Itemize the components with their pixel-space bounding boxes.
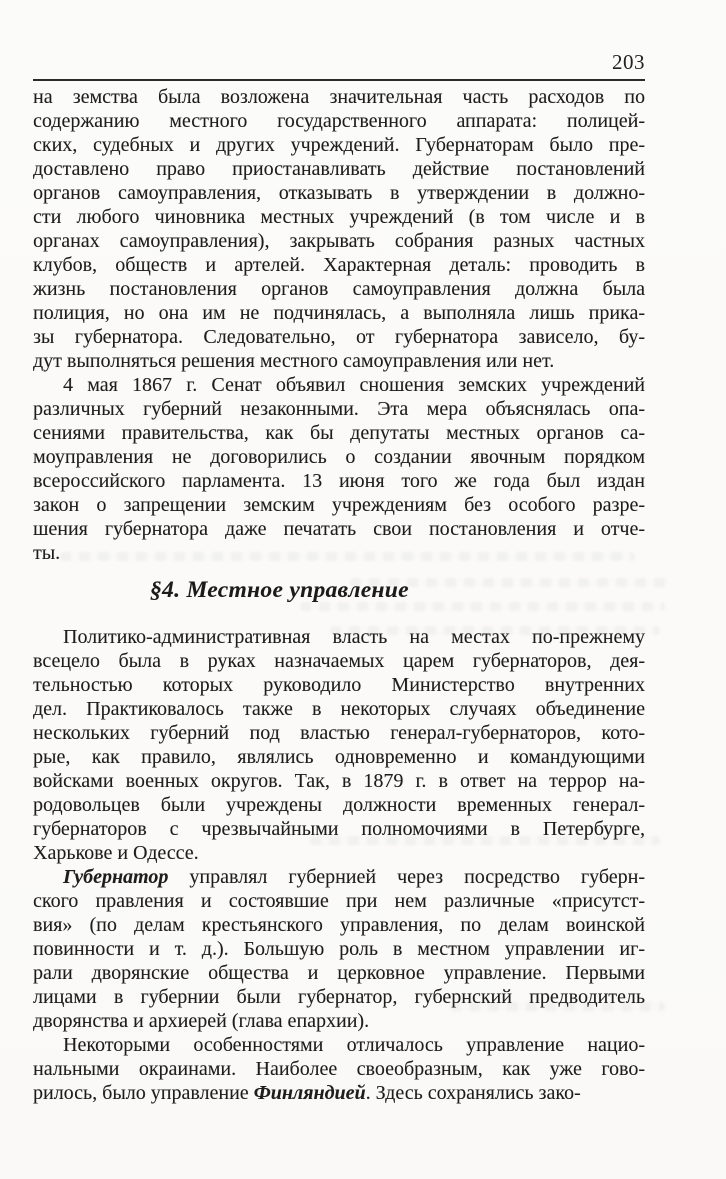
header-rule — [33, 79, 645, 81]
emphasized-term: Губернатор — [63, 866, 169, 888]
text-line: полиция, но она им не подчинялась, а выполняла лишь прика- — [33, 302, 645, 324]
text-line: Политико-административная власть на местах по-прежнему — [63, 626, 645, 648]
page-header — [33, 0, 645, 76]
text-line: жизнь постановления органов самоуправления должна была — [33, 278, 645, 300]
text-block-2 — [33, 625, 645, 1105]
text-line: на земства была возложена значительная часть расходов по — [33, 86, 645, 108]
text-line: рилось, было управление Финляндией. Здесь сохранялись зако- — [33, 1082, 581, 1104]
text-column — [33, 0, 645, 1105]
text-line: моуправления не договорились о создании явочным порядком — [33, 446, 645, 468]
text-line: различных губерний незаконными. Эта мера объяснялась опа- — [33, 398, 645, 420]
text-line: Губернатор управлял губернией через посредство губерн- — [63, 866, 645, 888]
text-line: органах самоуправления), закрывать собрания разных частных — [33, 230, 645, 252]
text-line: губернаторов с чрезвычайными полномочиями в Петербурге, — [33, 818, 645, 840]
text-block-1 — [33, 85, 645, 565]
text-line: нальными окраинами. Наиболее своеобразным, как уже гово- — [33, 1058, 645, 1080]
paragraph — [33, 1033, 645, 1105]
section-heading: §4. Местное управление — [150, 577, 409, 603]
text-line: органов самоуправления, отказывать в утверждении в должно- — [33, 182, 645, 204]
text-line: закон о запрещении земским учреждениям без особого разре- — [33, 494, 645, 516]
paragraph — [33, 373, 645, 565]
text-line: рые, как правило, являлись одновременно и командующими — [33, 746, 645, 768]
text-line: Харькове и Одессе. — [33, 842, 199, 864]
text-line: дел. Практиковалось также в некоторых случаях объединение — [33, 698, 645, 720]
text-line: дут выполняться решения местного самоуправления или нет. — [33, 350, 555, 372]
text-line: сениями правительства, как бы депутаты местных органов са- — [33, 422, 645, 444]
text-line: всероссийского парламента. 13 июня того же года был издан — [33, 470, 645, 492]
text-line: рали дворянские общества и церковное управление. Первыми — [33, 962, 645, 984]
text-line: войсками военных округов. Так, в 1879 г. в ответ на террор на- — [33, 770, 645, 792]
paragraph — [33, 85, 645, 373]
text-line: повинности и т. д.). Большую роль в местном управлении иг- — [33, 938, 645, 960]
text-line: клубов, обществ и артелей. Характерная деталь: проводить в — [33, 254, 645, 276]
paragraph — [33, 625, 645, 865]
text-line: родовольцев были учреждены должности временных генерал- — [33, 794, 645, 816]
text-line: шения губернатора даже печатать свои постановления и отче- — [33, 518, 645, 540]
text-line: 4 мая 1867 г. Сенат объявил сношения земских учреждений — [63, 374, 645, 396]
text-line: доставлено право приостанавливать действие постановлений — [33, 158, 645, 180]
text-line: ского правления и состоявшие при нем различные «присутст- — [33, 890, 645, 912]
text-line: ских, судебных и других учреждений. Губернаторам было пре- — [33, 134, 645, 156]
page-number: 203 — [612, 50, 645, 74]
text-line: дворянства и архиерей (глава епархии). — [33, 1010, 370, 1032]
text-line: ты. — [33, 542, 61, 564]
emphasized-term: Финляндией — [253, 1082, 366, 1104]
paragraph — [33, 865, 645, 1033]
text-line: зы губернатора. Следовательно, от губернатора зависело, бу- — [33, 326, 645, 348]
text-line: содержанию местного государственного аппарата: полицей- — [33, 110, 645, 132]
text-line: лицами в губернии были губернатор, губернский предводитель — [33, 986, 645, 1008]
text-line: вия» (по делам крестьянского управления, по делам воинской — [33, 914, 645, 936]
text-line: нескольких губерний под властью генерал-губернаторов, кото- — [33, 722, 645, 744]
text-line: всецело была в руках назначаемых царем губернаторов, дея- — [33, 650, 645, 672]
text-line: тельностью которых руководило Министерство внутренних — [33, 674, 645, 696]
text-line: сти любого чиновника местных учреждений (в том числе и в — [33, 206, 645, 228]
text-line: Некоторыми особенностями отличалось управление нацио- — [63, 1034, 645, 1056]
